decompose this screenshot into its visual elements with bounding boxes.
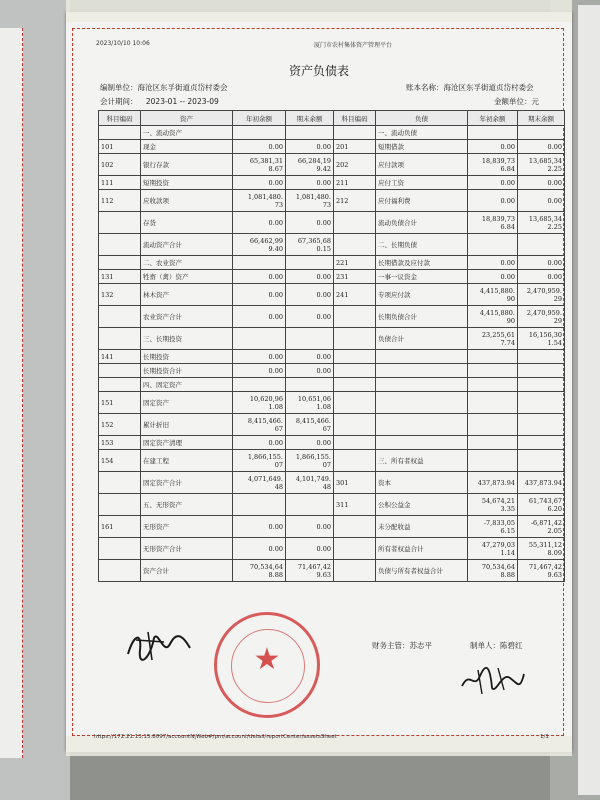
- cell-code-right: [334, 328, 376, 350]
- table-row: [99, 516, 565, 538]
- cell-asset-item: 一、流动资产: [141, 126, 233, 140]
- cell-end-right: 0.00: [518, 256, 565, 270]
- cell-begin-right: 23,255,61 7.74: [468, 328, 518, 350]
- cell-begin-left: 0.00: [233, 270, 286, 284]
- cell-code-left: 111: [99, 176, 141, 190]
- cell-end-left: [286, 256, 334, 270]
- signature-right: [458, 660, 528, 700]
- cell-code-left: [99, 538, 141, 560]
- cell-code-left: 161: [99, 516, 141, 538]
- header-assets: 资产: [141, 111, 233, 126]
- balance-sheet-table: [98, 110, 565, 582]
- cell-liability-item: 短期借款: [376, 140, 468, 154]
- cell-begin-left: [233, 378, 286, 392]
- cell-end-right: 13,685,34 2.25: [518, 154, 565, 176]
- cell-liability-item: 三、所有者权益: [376, 450, 468, 472]
- cell-asset-item: 五、无形资产: [141, 494, 233, 516]
- footer-page: 1/1: [540, 734, 549, 740]
- table-row: [99, 140, 565, 154]
- cell-end-right: [518, 364, 565, 378]
- cell-end-right: 61,743,67 6.20: [518, 494, 565, 516]
- cell-code-right: 202: [334, 154, 376, 176]
- cell-begin-right: [468, 450, 518, 472]
- cell-liability-item: 专项应付款: [376, 284, 468, 306]
- cell-end-right: [518, 450, 565, 472]
- cell-asset-item: 固定资产: [141, 392, 233, 414]
- cell-liability-item: 长期负债合计: [376, 306, 468, 328]
- cell-code-right: 311: [334, 494, 376, 516]
- cell-end-right: [518, 126, 565, 140]
- cell-end-left: 66,284,19 9.42: [286, 154, 334, 176]
- cell-asset-item: 林木资产: [141, 284, 233, 306]
- header-code-left: 科目编码: [99, 111, 141, 126]
- cell-end-right: 0.00: [518, 176, 565, 190]
- cell-begin-left: 1,866,155. 07: [233, 450, 286, 472]
- cell-end-right: [518, 350, 565, 364]
- cell-asset-item: 存货: [141, 212, 233, 234]
- cell-code-left: 131: [99, 270, 141, 284]
- cell-end-right: 2,470,959. 29: [518, 284, 565, 306]
- cell-end-left: 1,081,480. 73: [286, 190, 334, 212]
- cell-begin-right: [468, 392, 518, 414]
- cell-end-left: 71,467,42 9.63: [286, 560, 334, 582]
- cell-liability-item: 应付款项: [376, 154, 468, 176]
- cell-asset-item: 在建工程: [141, 450, 233, 472]
- cell-begin-right: 4,415,880. 90: [468, 284, 518, 306]
- cell-end-left: [286, 494, 334, 516]
- cell-end-right: 0.00: [518, 140, 565, 154]
- cell-liability-item: 一事一议资金: [376, 270, 468, 284]
- cell-code-right: 301: [334, 472, 376, 494]
- cell-asset-item: 资产合计: [141, 560, 233, 582]
- cell-asset-item: 农业资产合计: [141, 306, 233, 328]
- cell-liability-item: [376, 364, 468, 378]
- cell-begin-right: [468, 378, 518, 392]
- cell-liability-item: [376, 392, 468, 414]
- cell-end-left: 0.00: [286, 516, 334, 538]
- balance-sheet-page: [66, 12, 572, 752]
- cell-begin-left: 0.00: [233, 538, 286, 560]
- cell-end-right: [518, 414, 565, 436]
- table-row: [99, 306, 565, 328]
- cell-end-right: [518, 234, 565, 256]
- adjacent-sheet-right: [578, 5, 600, 795]
- cell-asset-item: 应收款项: [141, 190, 233, 212]
- cell-asset-item: 固定资产清理: [141, 436, 233, 450]
- cell-begin-left: 0.00: [233, 284, 286, 306]
- table-row: [99, 234, 565, 256]
- cell-begin-left: 4,071,649. 48: [233, 472, 286, 494]
- cell-begin-right: 0.00: [468, 256, 518, 270]
- cell-begin-right: 18,839,73 6.84: [468, 212, 518, 234]
- cell-begin-right: [468, 126, 518, 140]
- official-seal: [214, 612, 320, 718]
- cell-begin-right: [468, 350, 518, 364]
- seal-star: ★: [253, 642, 281, 677]
- cell-code-right: 221: [334, 256, 376, 270]
- cell-end-right: 71,467,42 9.63: [518, 560, 565, 582]
- cell-liability-item: 流动负债合计: [376, 212, 468, 234]
- cell-begin-left: 1,081,480. 73: [233, 190, 286, 212]
- unit-label: 金额单位：元: [494, 97, 539, 106]
- table-row: [99, 560, 565, 582]
- cell-begin-right: 437,873.94: [468, 472, 518, 494]
- cell-code-right: 201: [334, 140, 376, 154]
- cell-code-right: [334, 538, 376, 560]
- cell-liability-item: 未分配收益: [376, 516, 468, 538]
- cell-asset-item: 长期投资合计: [141, 364, 233, 378]
- cell-end-left: 0.00: [286, 364, 334, 378]
- cell-begin-right: 0.00: [468, 190, 518, 212]
- cell-end-right: [518, 436, 565, 450]
- cell-begin-right: [468, 234, 518, 256]
- cell-end-left: 0.00: [286, 270, 334, 284]
- cell-code-left: 151: [99, 392, 141, 414]
- cell-code-right: 241: [334, 284, 376, 306]
- cell-liability-item: 应付福利费: [376, 190, 468, 212]
- cell-code-left: [99, 306, 141, 328]
- cell-begin-right: 0.00: [468, 270, 518, 284]
- cell-end-right: [518, 392, 565, 414]
- cell-code-left: [99, 126, 141, 140]
- cell-end-left: 0.00: [286, 176, 334, 190]
- cell-code-right: [334, 436, 376, 450]
- cell-begin-right: 0.00: [468, 176, 518, 190]
- cell-code-left: 141: [99, 350, 141, 364]
- tape-top: [66, 0, 572, 22]
- table-row: [99, 450, 565, 472]
- cell-code-left: 132: [99, 284, 141, 306]
- cell-code-left: 102: [99, 154, 141, 176]
- cell-end-left: 4,101,749. 48: [286, 472, 334, 494]
- cell-asset-item: 无形资产: [141, 516, 233, 538]
- cell-code-right: 212: [334, 190, 376, 212]
- cell-begin-left: 0.00: [233, 140, 286, 154]
- signature-left: [124, 626, 194, 666]
- cell-liability-item: [376, 414, 468, 436]
- cell-code-right: [334, 364, 376, 378]
- cell-begin-left: [233, 328, 286, 350]
- cell-end-right: 0.00: [518, 270, 565, 284]
- cell-code-left: 153: [99, 436, 141, 450]
- cell-code-left: [99, 234, 141, 256]
- cell-end-right: 13,685,34 2.25: [518, 212, 565, 234]
- cell-code-left: [99, 212, 141, 234]
- header-end-left: 期末余额: [286, 111, 334, 126]
- header-code-right: 科目编码: [334, 111, 376, 126]
- period-label: [100, 96, 219, 107]
- cell-code-left: [99, 472, 141, 494]
- cell-code-right: [334, 126, 376, 140]
- header-begin-right: 年初余额: [468, 111, 518, 126]
- cell-end-left: 67,365,68 0.15: [286, 234, 334, 256]
- cell-liability-item: 二、长期负债: [376, 234, 468, 256]
- cell-end-right: 437,873.94: [518, 472, 565, 494]
- cell-begin-left: 0.00: [233, 516, 286, 538]
- table-row: [99, 154, 565, 176]
- cell-asset-item: 银行存款: [141, 154, 233, 176]
- cell-begin-right: 47,279,03 1.14: [468, 538, 518, 560]
- period-value: 2023-01 -- 2023-09: [145, 97, 219, 106]
- cell-liability-item: 一、流动负债: [376, 126, 468, 140]
- table-row: [99, 414, 565, 436]
- table-row: [99, 126, 565, 140]
- table-row: [99, 392, 565, 414]
- cell-end-right: -6,871,42 2.05: [518, 516, 565, 538]
- cell-begin-left: 0.00: [233, 212, 286, 234]
- cell-end-left: [286, 126, 334, 140]
- table-row: [99, 190, 565, 212]
- cell-code-left: [99, 364, 141, 378]
- cell-asset-item: 无形资产合计: [141, 538, 233, 560]
- cell-code-left: 152: [99, 414, 141, 436]
- cell-end-right: 0.00: [518, 190, 565, 212]
- cell-code-right: [334, 350, 376, 364]
- cell-code-left: 154: [99, 450, 141, 472]
- cell-code-right: [334, 234, 376, 256]
- cell-end-left: 1,866,155. 07: [286, 450, 334, 472]
- cell-end-right: 55,311,12 8.09: [518, 538, 565, 560]
- table-row: [99, 538, 565, 560]
- table-row: [99, 494, 565, 516]
- cell-begin-left: 0.00: [233, 176, 286, 190]
- cell-end-left: 0.00: [286, 306, 334, 328]
- table-row: [99, 472, 565, 494]
- cell-code-left: [99, 378, 141, 392]
- cell-liability-item: 负债与所有者权益合计: [376, 560, 468, 582]
- cell-liability-item: [376, 350, 468, 364]
- cell-asset-item: 现金: [141, 140, 233, 154]
- cell-end-right: 2,470,959. 29: [518, 306, 565, 328]
- table-body: [99, 126, 565, 582]
- cell-code-left: [99, 560, 141, 582]
- cell-asset-item: 二、农业资产: [141, 256, 233, 270]
- cell-end-left: 0.00: [286, 284, 334, 306]
- table-row: [99, 350, 565, 364]
- cell-asset-item: 流动资产合计: [141, 234, 233, 256]
- cell-end-left: 0.00: [286, 538, 334, 560]
- cell-code-right: [334, 392, 376, 414]
- header-end-right: 期末余额: [518, 111, 565, 126]
- account-label: 账本名称：海沧区东孚街道贞岱村委会: [406, 83, 534, 92]
- cell-begin-left: [233, 126, 286, 140]
- cell-begin-left: 8,415,466. 67: [233, 414, 286, 436]
- cell-begin-right: 70,534,64 8.88: [468, 560, 518, 582]
- cell-code-right: [334, 212, 376, 234]
- table-row: [99, 284, 565, 306]
- period-label-text: 会计期间：: [100, 97, 138, 106]
- cell-code-right: 211: [334, 176, 376, 190]
- cell-code-left: 101: [99, 140, 141, 154]
- table-row: [99, 328, 565, 350]
- cell-begin-left: 0.00: [233, 306, 286, 328]
- cell-code-right: [334, 450, 376, 472]
- cell-begin-left: 66,462,99 9.40: [233, 234, 286, 256]
- cell-begin-left: [233, 256, 286, 270]
- cell-begin-right: [468, 364, 518, 378]
- cell-asset-item: 三、长期投资: [141, 328, 233, 350]
- cell-code-right: 231: [334, 270, 376, 284]
- cell-asset-item: 短期投资: [141, 176, 233, 190]
- cell-end-left: [286, 328, 334, 350]
- document-title: 资产负债表: [288, 64, 349, 78]
- header-begin-left: 年初余额: [233, 111, 286, 126]
- cell-code-left: [99, 328, 141, 350]
- cell-begin-left: 0.00: [233, 350, 286, 364]
- cell-begin-right: 54,674,21 3.35: [468, 494, 518, 516]
- cell-begin-right: 18,839,73 6.84: [468, 154, 518, 176]
- cell-begin-left: [233, 494, 286, 516]
- adjacent-sheet-left: [0, 28, 23, 758]
- cell-liability-item: 资本: [376, 472, 468, 494]
- cell-end-left: 0.00: [286, 436, 334, 450]
- cell-begin-right: -7,833,05 6.15: [468, 516, 518, 538]
- cell-liability-item: [376, 436, 468, 450]
- cell-code-left: 112: [99, 190, 141, 212]
- cell-liability-item: [376, 378, 468, 392]
- document-maker: 制单人：陈碧红: [470, 641, 523, 650]
- cell-end-left: 8,415,466. 67: [286, 414, 334, 436]
- table-row: [99, 436, 565, 450]
- cell-liability-item: 所有者权益合计: [376, 538, 468, 560]
- cell-begin-right: 4,415,880. 90: [468, 306, 518, 328]
- cell-begin-left: 0.00: [233, 436, 286, 450]
- cell-liability-item: 负债合计: [376, 328, 468, 350]
- table-row: [99, 364, 565, 378]
- cell-begin-left: 70,534,64 8.88: [233, 560, 286, 582]
- table-row: [99, 270, 565, 284]
- table-header-row: [99, 111, 565, 126]
- table-row: [99, 378, 565, 392]
- cell-end-left: 0.00: [286, 140, 334, 154]
- cell-begin-left: 65,381,31 8.67: [233, 154, 286, 176]
- cell-code-right: [334, 414, 376, 436]
- cell-liability-item: 应付工资: [376, 176, 468, 190]
- cell-end-left: 0.00: [286, 350, 334, 364]
- cell-code-right: [334, 560, 376, 582]
- footer-url: https://172.21.13.15:8097/accountN|Web#/pm/account/detail/reportCenter/assetsSheet: [94, 734, 337, 740]
- cell-begin-left: 0.00: [233, 364, 286, 378]
- cell-liability-item: 公积公益金: [376, 494, 468, 516]
- cell-asset-item: 四、固定资产: [141, 378, 233, 392]
- cell-end-left: 0.00: [286, 212, 334, 234]
- cell-end-left: [286, 378, 334, 392]
- org-label: 编制单位：海沧区东孚街道贞岱村委会: [100, 83, 228, 92]
- cell-begin-left: 10,620,96 1.08: [233, 392, 286, 414]
- cell-code-left: [99, 494, 141, 516]
- cell-begin-right: 0.00: [468, 140, 518, 154]
- cell-begin-right: [468, 414, 518, 436]
- cell-code-right: [334, 516, 376, 538]
- cell-asset-item: 长期投资: [141, 350, 233, 364]
- table-row: [99, 256, 565, 270]
- cell-code-right: [334, 306, 376, 328]
- cell-end-right: [518, 378, 565, 392]
- cell-asset-item: 累计折旧: [141, 414, 233, 436]
- cell-asset-item: 固定资产合计: [141, 472, 233, 494]
- cell-begin-right: [468, 436, 518, 450]
- finance-supervisor: 财务主管：苏志平: [372, 641, 432, 650]
- cell-end-left: 10,651,06 1.08: [286, 392, 334, 414]
- platform-name: 厦门市农村集体资产管理平台: [314, 42, 393, 49]
- cell-code-right: [334, 378, 376, 392]
- cell-code-left: [99, 256, 141, 270]
- cell-asset-item: 牲畜（禽）资产: [141, 270, 233, 284]
- print-timestamp: 2023/10/10 10:06: [96, 40, 150, 47]
- header-liabilities: 负债: [376, 111, 468, 126]
- table-row: [99, 176, 565, 190]
- cell-liability-item: 长期借款及应付款: [376, 256, 468, 270]
- cell-end-right: 16,156,30 1.54: [518, 328, 565, 350]
- table-row: [99, 212, 565, 234]
